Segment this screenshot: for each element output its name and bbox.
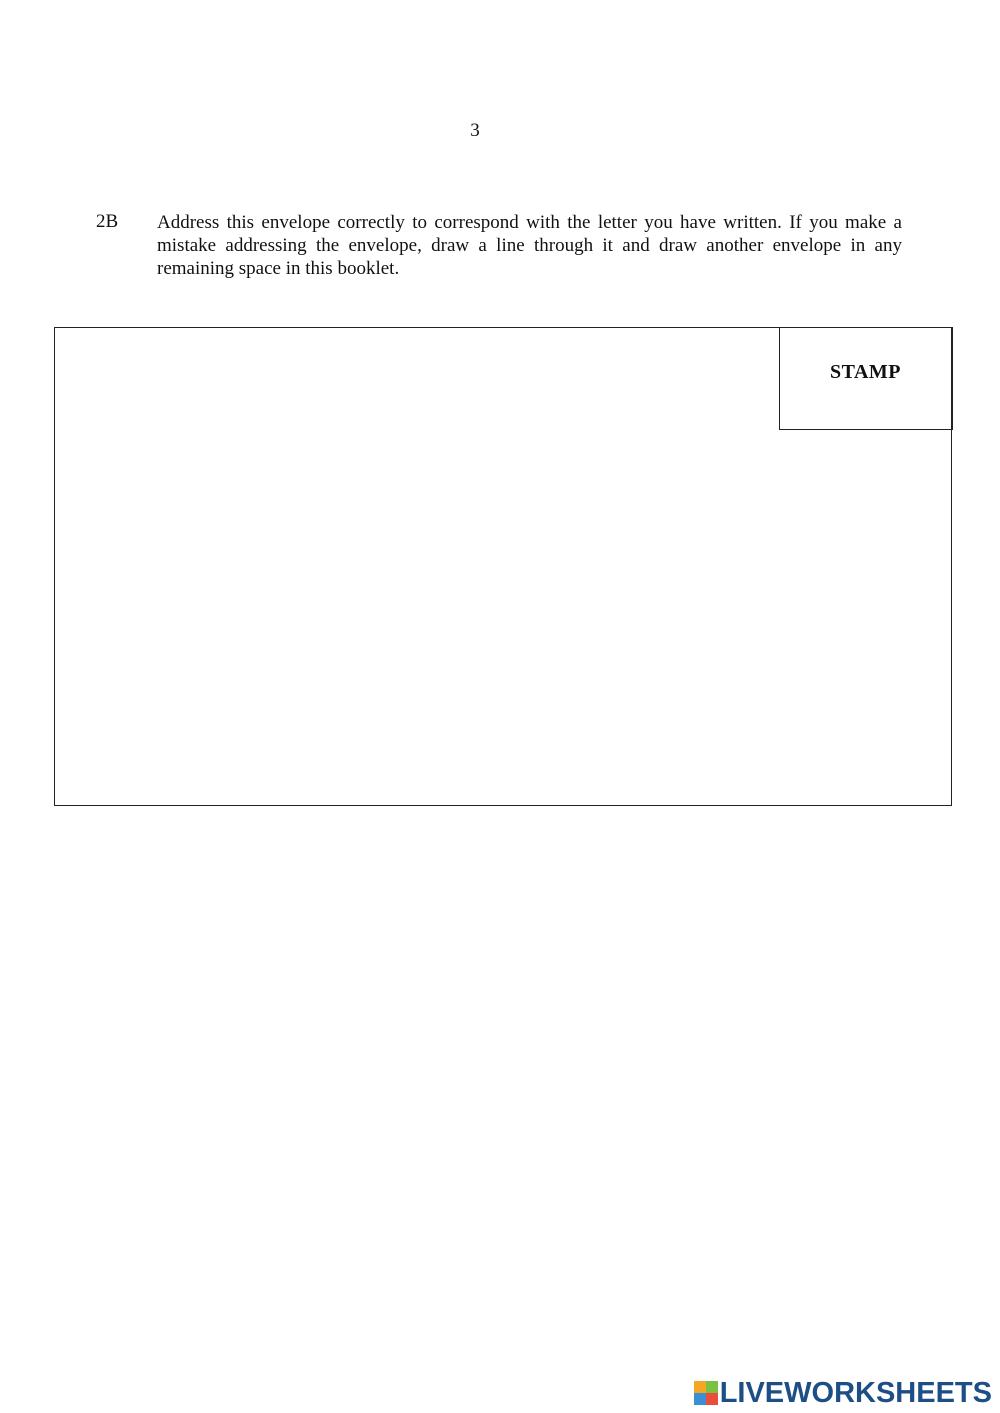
envelope-drawing-area[interactable] xyxy=(54,327,952,806)
question-number: 2B xyxy=(96,211,119,232)
liveworksheets-logo-icon xyxy=(694,1381,718,1405)
stamp-box xyxy=(779,327,953,430)
stamp-label: STAMP xyxy=(829,360,901,383)
watermark-text: LIVEWORKSHEETS xyxy=(719,1376,992,1409)
liveworksheets-watermark xyxy=(694,1375,992,1411)
page-number: 3 xyxy=(470,120,480,141)
question-text: Address this envelope correctly to correspond with the letter you have written. If you make a mistake addressing the envelope, draw a line through it and draw another envelope in any remaining space in this booklet. xyxy=(157,212,902,279)
